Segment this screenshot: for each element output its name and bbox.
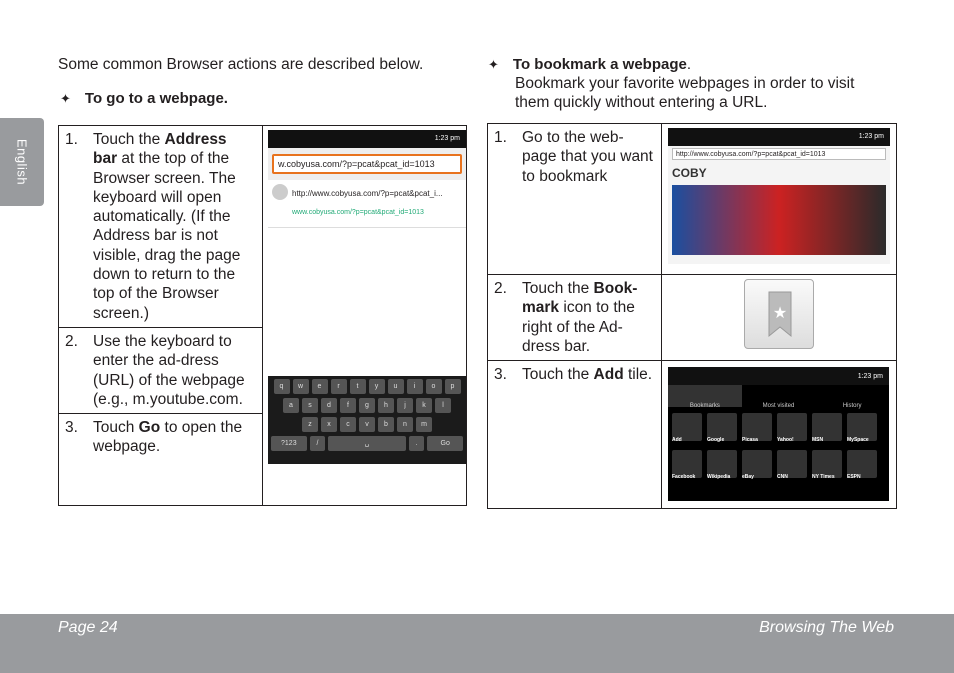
key-b[interactable]: b [378, 417, 394, 432]
bookmark-tile[interactable]: Facebook [672, 450, 702, 478]
bookmark-tile[interactable]: NY Times [812, 450, 842, 478]
right-step-3: 3. Touch the Add tile. [488, 361, 662, 509]
address-bar[interactable]: w.cobyusa.com/?p=pcat&pcat_id=1013 [272, 154, 462, 174]
star-bullet-icon: ✦ [488, 57, 499, 72]
right-step-1: 1. Go to the web-page that you want to bookmark [488, 124, 662, 275]
tab-most-visited[interactable]: Most visited [762, 403, 795, 410]
key-h[interactable]: h [378, 398, 394, 413]
globe-icon [272, 184, 288, 200]
key-go[interactable]: Go [427, 436, 463, 451]
browser-screenshot-cell [662, 124, 897, 275]
tab-history[interactable]: History [842, 403, 862, 410]
key-g[interactable]: g [359, 398, 375, 413]
bookmarks-screenshot-cell [662, 361, 897, 509]
left-steps-table [58, 125, 467, 506]
bookmark-tile[interactable]: Yahoo! [777, 413, 807, 441]
left-step-3: 3. Touch Go to open the webpage. [59, 414, 263, 506]
browser-address-bar[interactable]: http://www.cobyusa.com/?p=pcat&pcat_id=1013 [672, 148, 886, 160]
key-symbols[interactable]: ?123 [271, 436, 307, 451]
key-u[interactable]: u [388, 379, 404, 394]
bookmark-tile[interactable]: Wikipedia [707, 450, 737, 478]
language-tab [0, 118, 44, 206]
page-number: Page 24 [58, 619, 118, 636]
key-x[interactable]: x [321, 417, 337, 432]
key-m[interactable]: m [416, 417, 432, 432]
key-s[interactable]: s [302, 398, 318, 413]
bookmark-icon[interactable] [744, 279, 814, 349]
tab-bookmarks[interactable]: Bookmarks [668, 385, 742, 407]
browser-screenshot: 1:23 pm http://www.cobyusa.com/?p=pcat&pcat_id=1013 COBY [668, 128, 890, 264]
key-i[interactable]: i [407, 379, 423, 394]
language-label: English [14, 138, 30, 186]
right-steps-table [487, 123, 897, 509]
phone-screenshot [268, 130, 466, 464]
key-e[interactable]: e [312, 379, 328, 394]
left-step-1: 1. Touch the Address bar at the top of the Browser screen. The keyboard will open automatically. (If the Address bar is not visible, drag the page down to return to the top of the Browser screen.) [59, 126, 263, 328]
key-slash[interactable]: / [310, 436, 326, 451]
bookmark-tile[interactable]: Add [672, 413, 702, 441]
key-o[interactable]: o [426, 379, 442, 394]
bookmark-icon-cell [662, 275, 897, 361]
key-w[interactable]: w [293, 379, 309, 394]
key-t[interactable]: t [350, 379, 366, 394]
coby-banner-image [672, 185, 886, 255]
key-j[interactable]: j [397, 398, 413, 413]
keyboard [268, 376, 466, 464]
key-r[interactable]: r [331, 379, 347, 394]
right-heading: ✦ To bookmark a webpage. [488, 56, 692, 73]
key-l[interactable]: l [435, 398, 451, 413]
key-z[interactable]: z [302, 417, 318, 432]
svg-text:★: ★ [772, 305, 788, 323]
url-suggestion[interactable]: http://www.cobyusa.com/?p=pcat&pcat_i... www.cobyusa.com/?p=pcat&pcat_id=1013 [268, 180, 466, 228]
key-c[interactable]: c [340, 417, 356, 432]
bookmark-tile[interactable]: ESPN [847, 450, 877, 478]
left-phone-cell [263, 126, 467, 506]
bookmark-tiles [668, 407, 889, 484]
key-period[interactable]: . [409, 436, 425, 451]
key-d[interactable]: d [321, 398, 337, 413]
phone-status-bar: 1:23 pm [268, 130, 466, 148]
key-a[interactable]: a [283, 398, 299, 413]
key-space[interactable]: ␣ [328, 436, 405, 451]
key-v[interactable]: v [359, 417, 375, 432]
key-p[interactable]: p [445, 379, 461, 394]
intro-text: Some common Browser actions are described below. [58, 56, 424, 73]
coby-logo: COBY [672, 166, 707, 180]
bookmark-tile[interactable]: Picasa [742, 413, 772, 441]
bookmark-tile[interactable]: Google [707, 413, 737, 441]
section-title: Browsing The Web [759, 619, 894, 636]
bookmark-tile[interactable]: CNN [777, 450, 807, 478]
bookmark-tile[interactable]: eBay [742, 450, 772, 478]
key-q[interactable]: q [274, 379, 290, 394]
right-step-2: 2. Touch the Book-mark icon to the right of the Ad-dress bar. [488, 275, 662, 361]
star-bullet-icon: ✦ [60, 91, 71, 106]
key-f[interactable]: f [340, 398, 356, 413]
bookmark-tile[interactable]: MSN [812, 413, 842, 441]
left-step-2: 2. Use the keyboard to enter the ad-dress (URL) of the webpage (e.g., m.youtube.com. [59, 327, 263, 413]
key-y[interactable]: y [369, 379, 385, 394]
left-heading: ✦ To go to a webpage. [60, 90, 228, 107]
key-k[interactable]: k [416, 398, 432, 413]
page-footer [0, 614, 954, 673]
bookmarks-screenshot: 1:23 pm Bookmarks Most visited History Add Google Picasa Yahoo! MSN MySpace Facebook Wikipedia eBay CNN NY Times ESPN [668, 367, 889, 501]
bookmark-description: Bookmark your favorite webpages in order to visit them quickly without entering a URL. [515, 75, 855, 111]
bookmark-tile[interactable]: MySpace [847, 413, 877, 441]
key-n[interactable]: n [397, 417, 413, 432]
